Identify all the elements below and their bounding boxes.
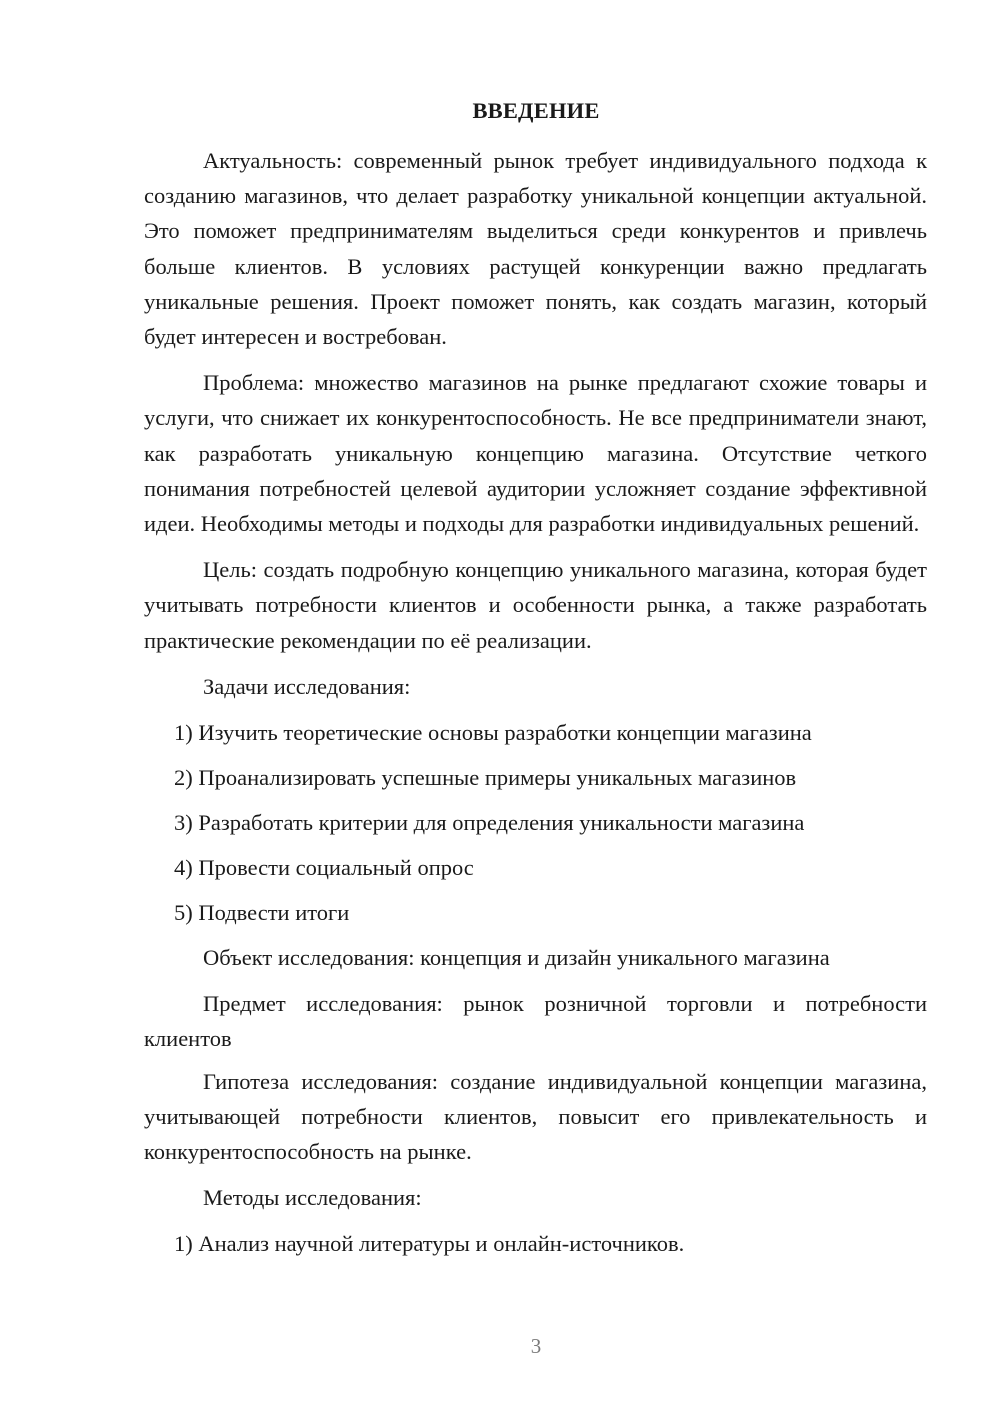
hypothesis-paragraph: Гипотеза исследования: создание индивидуальной концепции магазина, учитывающей потребности клиентов, повысит его привлекательность и конкурентоспособность на рынке.: [144, 1068, 927, 1165]
methods-list: [144, 1226, 927, 1261]
page-number: 3: [530, 1334, 542, 1358]
tasks-list: [144, 715, 927, 930]
list-item: 2) Проанализировать успешные примеры уникальных магазинов: [174, 765, 797, 791]
relevance-paragraph: Актуальность: современный рынок требует индивидуального подхода к созданию магазинов, что делает разработку уникальной концепции актуальной. Это поможет предпринимателям выделиться среди конкурентов и привлечь больше клиентов. В условиях растущей конкуренции важно предлагать уникальные решения. Проект поможет понять, как создать магазин, который будет интересен и востребован.: [144, 148, 927, 350]
goal-paragraph: Цель: создать подробную концепцию уникального магазина, которая будет учитывать потребности клиентов и особенности рынка, а также разработать практические рекомендации по её реализации.: [144, 557, 927, 653]
subject-paragraph: Предмет исследования: рынок розничной торговли и потребности клиентов: [144, 991, 927, 1052]
list-item: 5) Подвести итоги: [174, 900, 350, 926]
methods-heading: Методы исследования:: [203, 1185, 422, 1211]
object-paragraph: Объект исследования: концепция и дизайн уникального магазина: [203, 945, 830, 971]
problem-paragraph: Проблема: множество магазинов на рынке предлагают схожие товары и услуги, что снижает их конкурентоспособность. Не все предприниматели знают, как разработать уникальную концепцию магазина. Отсутствие четкого понимания потребностей целевой аудитории усложняет создание эффективной идеи. Необходимы методы и подходы для разработки индивидуальных решений.: [144, 370, 927, 537]
list-item: 1) Изучить теоретические основы разработки концепции магазина: [174, 720, 812, 746]
list-item: 1) Анализ научной литературы и онлайн-источников.: [174, 1231, 685, 1257]
document-body: [144, 143, 927, 1271]
page-title: ВВЕДЕНИЕ: [472, 98, 600, 123]
list-item: 3) Разработать критерии для определения уникальности магазина: [174, 810, 805, 836]
list-item: 4) Провести социальный опрос: [174, 855, 474, 881]
tasks-heading: Задачи исследования:: [203, 673, 411, 699]
